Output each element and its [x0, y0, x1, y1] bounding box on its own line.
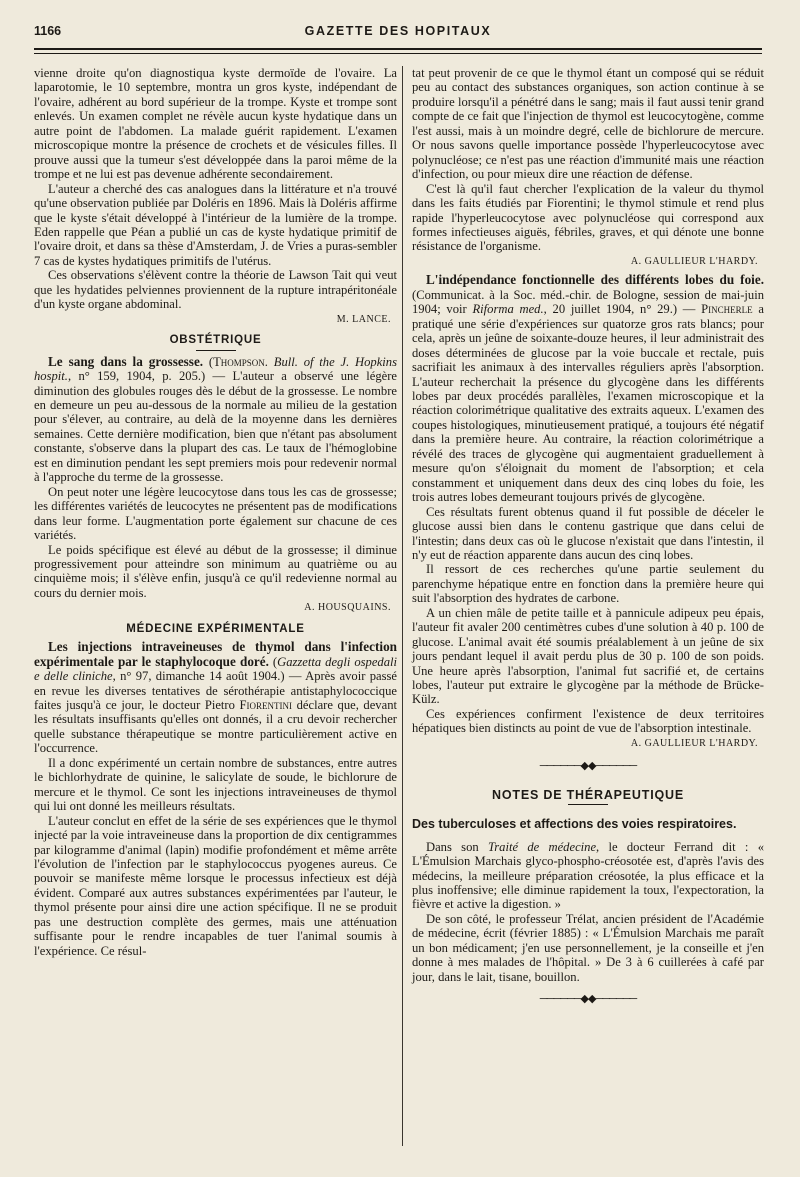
journal-title: GAZETTE DES HOPITAUX	[304, 24, 492, 38]
section-heading-text: MÉDECINE EXPÉRIMENTALE	[126, 622, 305, 635]
notes-subheading: Des tuberculoses et affections des voies respiratoires.	[412, 817, 737, 832]
page-header	[34, 24, 762, 46]
reference-journal: Gazzetta degli ospedali e delle cliniche	[34, 654, 397, 684]
section-heading-text: OBSTÉTRIQUE	[169, 334, 262, 347]
paragraph: On peut noter une légère leucocytose dans tous les cas de grossesse; les différentes variétés de leucocytes ne présentent pas de modifications dans leur forme. L'augmentation porte également sur chacune de ces variétés.	[34, 484, 397, 543]
article-paragraph	[412, 273, 764, 504]
reference-journal: Bull. of the J. Hopkins hospit.	[34, 354, 398, 384]
paragraph: Il ressort de ces recherches qu'une partie seulement du parenchyme hépatique entre en fonction dans la première heure qui suit l'absorption des hydrates de carbone.	[412, 562, 764, 606]
paragraph: vienne droite qu'on diagnostiqua kyste dermoïde de l'ovaire. La laparotomie, le 10 septembre, montra un gros kyste, indépendant de l'ovaire, adhérent au bord supérieur de la trompe. Kyste et trompe sont enlevés. Un examen complet ne révèle aucun kyste hydatique dans un autre point de l'abdomen. La malade guérit rapidement. L'examen microscopique montre la présence de crochets et de vésicules filles. Il prouve aussi que la tumeur s'est développée dans la paroi même de la trompe et ne lui est pas devenue adhérente secondairement.	[34, 66, 397, 182]
reference-author: Thompson.	[213, 354, 268, 369]
article-title: Les injections intraveineuses de thymol dans l'infection expérimentale par le staphylocoque doré.	[34, 639, 397, 669]
header-rule-thin	[34, 53, 762, 54]
notes-text: , le docteur Ferrand dit : « L'Émulsion Marchais glyco-phospho-créosotée est, d'après l'avis des médecins, la meilleure préparation créosotée, la plus efficace et la plus inoffensive; elle diminue rapidement la toux, l'expectoration, la fièvre et active la digestion. »	[412, 839, 764, 912]
ornamental-divider: ──────◆◆──────	[539, 993, 637, 1006]
article-body: a pratiqué une série d'expériences sur quatorze gros rats blancs; pour cela, après un jeûne de soixante-douze heures, il leur administrait des doses déterminées de glucose par la voie buccale et rectale, puis sacrifiait les animaux à des intervalles réguliers après l'absorption. L'auteur recherchait la présence du glycogène dans les différents lobes par deux procédés parallèles, l'examen microscopique et la réaction colorimétrique qualitative des extraits aqueux. L'examen des coupes histologiques, minutieusement pratiqué, a toujours été négatif dans la première heure. Au contraire, la réaction colorimétrique a révélé des traces de glycogène qui augmentaient graduellement à mesure qu'on s'éloignait du moment de l'absorption; et cela constamment et uniquement dans deux des cinq lobes du foie, les trois autres lobes demeurant toujours privés de glycogène.	[412, 302, 764, 505]
author-signature: A. GAULLIEUR L'HARDY.	[630, 255, 758, 267]
book-title: Traité de médecine	[487, 839, 597, 854]
paragraph: tat peut provenir de ce que le thymol étant un composé qui se réduit peu au contact des substances organiques, son action continue à se produire lorsqu'il a pénétré dans le sang; mais il faut aussi tenir grand compte de ce fait que l'injection de thymol est leucocytogène, comme l'est aussi, mais à un moindre degré, celle de bichlorure de mercure. Or nous savons quelle importance possède l'hyperleucocytose avec polynucléose; ce n'est pas une réaction d'immunité mais une réaction d'infection, ou pour mieux dire une réaction de défense.	[412, 66, 764, 182]
paragraph: Ces résultats furent obtenus quand il fut possible de déceler le glucose aussi bien dans le contenu gastrique que dans celui de l'intestin; dans deux cas où le glucose n'existait que dans l'intestin, il n'y eut de réaction apparente dans aucun des cinq lobes.	[412, 504, 764, 562]
article-title: Le sang dans la grossesse.	[48, 353, 204, 369]
article-body: , n° 97, dimanche 14 août 1904.) — Après avoir passé en revue les diverses tentatives de sérothérapie antistaphylococcique faites jusqu'à ce jour, le docteur Pietro	[34, 669, 397, 713]
section-underline	[196, 350, 236, 351]
reference-name: Fiorentini	[239, 698, 293, 713]
paragraph: A un chien mâle de petite taille et à pannicule adipeux peu épais, l'auteur fit avaler 200 centimètres cubes d'une solution à 40 p. 100 de glucose. L'animal avait été soumis préalablement à un jeûne de six jours pendant lequel il avait perdu plus de 30 p. 100 de son poids. Une heure après l'absorption, l'animal fut sacrifié et, de certains lobes, l'auteur put extraire le glycogène par la méthode de Brücke-Külz.	[412, 605, 764, 707]
article-paragraph: Les injections intraveineuses de thymol dans l'infection expérimentale par le staphylocoque doré. (Gazzetta degli ospedali e delle cliniche, n° 97, dimanche 14 août 1904.) — Après avoir passé en revue les diverses tentatives de sérothérapie antistaphylococcique faites jusqu'à ce jour, le docteur Pietro Fiorentini déclare que, devant les résultats insuffisants qu'elles ont donnés, il a cru devoir rechercher quelle substance thérapeutique se montre particulièrement active en l'occurrence.	[34, 639, 397, 756]
author-signature: A. GAULLIEUR L'HARDY.	[630, 737, 758, 749]
notes-underline	[568, 804, 608, 805]
author-signature: M. LANCE.	[336, 313, 391, 325]
paragraph: Ces observations s'élèvent contre la théorie de Lawson Tait qui veut que les hydatides pelviennes proviennent de la rupture intrapéritonéale d'un kyste organe abdominal.	[34, 268, 397, 312]
section-heading-medecine	[34, 622, 397, 636]
article-paragraph: Le sang dans la grossesse. (Thompson. Bull. of the J. Hopkins hospit., n° 159, 1904, p. 205.) — L'auteur a observé une légère diminution des globules rouges dès le début de la grossesse. Le nombre en demeure un peu au-dessous de la normale au milieu de la gestation pour s'élever, au contraire, au delà de la moyenne dans les dernières semaines. Cette dernière modification, bien que n'étant pas absolument constante, s'observe dans la plupart des cas. Le taux de l'hémoglobine est en diminution pendant les sept premiers mois pour redevenir normal à l'approche du terme de la grossesse.	[34, 353, 398, 485]
header-rule-thick	[34, 48, 762, 50]
notes-heading: NOTES DE THÉRAPEUTIQUE	[492, 787, 684, 802]
article-body: , n° 159, 1904, p. 205.) — L'auteur a observé une légère diminution des globules rouges dès le début de la grossesse. Le nombre en demeure un peu au-dessous de la normale au milieu de la gestation pour s'élever, au contraire, au delà de la moyenne dans les dernières semaines. Cette dernière modification, bien que n'étant pas absolument constante, s'observe dans la plupart des cas. Le taux de l'hémoglobine est en diminution pendant les sept premiers mois pour redevenir normal à l'approche du terme de la grossesse.	[34, 369, 397, 485]
paragraph: Ces expériences confirment l'existence de deux territoires hépatiques bien distincts au point de vue de l'absorption intestinale.	[412, 706, 764, 736]
article-reference: (Communicat. à la Soc. méd.-chir. de Bologne, session de mai-juin 1904; voir	[412, 287, 764, 317]
paragraph: De son côté, le professeur Trélat, ancien président de l'Académie de médecine, écrit (février 1885) : « L'Émulsion Marchais me paraît un bon médicament; j'en use personnellement, je la conseille et j'en donne à mes malades de l'hôpital. » De 3 à 6 cuillerées à café par jour, dans le lait, tisane, bouillon.	[412, 911, 764, 984]
column-divider	[402, 66, 403, 1146]
paragraph: Il a donc expérimenté un certain nombre de substances, entre autres le bichlorhydrate de quinine, le salicylate de soude, le bichlorure de mercure et le thymol. Ce sont les injections intraveineuses de thymol qui lui ont donné les meilleurs résultats.	[34, 755, 397, 814]
paragraph: L'auteur conclut en effet de la série de ses expériences que le thymol injecté par la voie intraveineuse dans la proportion de dix centigrammes par kilogramme d'animal (lapin) modifie profondément et même arrête l'évolution de l'infection par le staphylococcus pyogenes aureus. Ce pouvoir se manifeste même lorsque le processus infectieux est déjà évident. Comparé aux autres substances expérimentées par l'auteur, le thymol présente pour ainsi dire une action spécifique. Il ne se produit pas une destruction complète des germes, mais une atténuation suffisante pour le rendre incapables de tuer l'animal soumis à l'expérience. Ce résul-	[34, 813, 397, 958]
notes-paragraph	[412, 840, 764, 912]
right-column	[412, 66, 764, 1021]
reference-name: Pincherle	[701, 302, 753, 317]
article-title: L'indépendance fonctionnelle des différents lobes du foie.	[426, 272, 764, 288]
notes-text: Dans son	[426, 839, 479, 854]
left-column	[34, 66, 397, 958]
page-number: 1166	[34, 24, 62, 38]
paragraph: C'est là qu'il faut chercher l'explication de la valeur du thymol dans les faits étudiés par Fiorentini; le thymol stimule et rend plus rapide l'hyperleucocytose avec polynucléose qui correspond aux formes infectieuses aiguës, fébriles, graves, et qui dénote une bonne résistance de l'organisme.	[412, 181, 764, 254]
paragraph: Le poids spécifique est élevé au début de la grossesse; il diminue progressivement pour atteindre son minimum au quatrième ou au cinquième mois; il s'élève enfin, jusqu'à ce qu'il redevienne normal au cours du dernier mois.	[34, 542, 397, 600]
author-signature: A. HOUSQUAINS.	[304, 602, 391, 614]
section-heading-obstetrique	[34, 333, 397, 350]
article-body: déclare que, devant les résultats insuffisants qu'elles ont donnés, il a cru devoir rechercher quelle substance thérapeutique se montre particulièrement active en l'occurrence.	[34, 698, 397, 756]
paragraph: L'auteur a cherché des cas analogues dans la littérature et n'a trouvé qu'une observation publiée par Doléris en 1896. Mais là Doléris affirme que le kyste s'était développé à l'intérieur de la lumière de la trompe. Eden rappelle que Péan a publié un cas de kyste hydatique primitif de l'ovaire droit, et dans sa thèse d'Amsterdam, J. de Vries a puras-sembler 7 cas de kystes hydatiques primitifs de l'utérus.	[34, 181, 397, 268]
reference-journal: Riforma med.	[472, 302, 544, 317]
article-reference: , 20 juillet 1904, n° 29.) —	[543, 302, 696, 317]
ornamental-divider: ──────◆◆──────	[539, 760, 637, 773]
